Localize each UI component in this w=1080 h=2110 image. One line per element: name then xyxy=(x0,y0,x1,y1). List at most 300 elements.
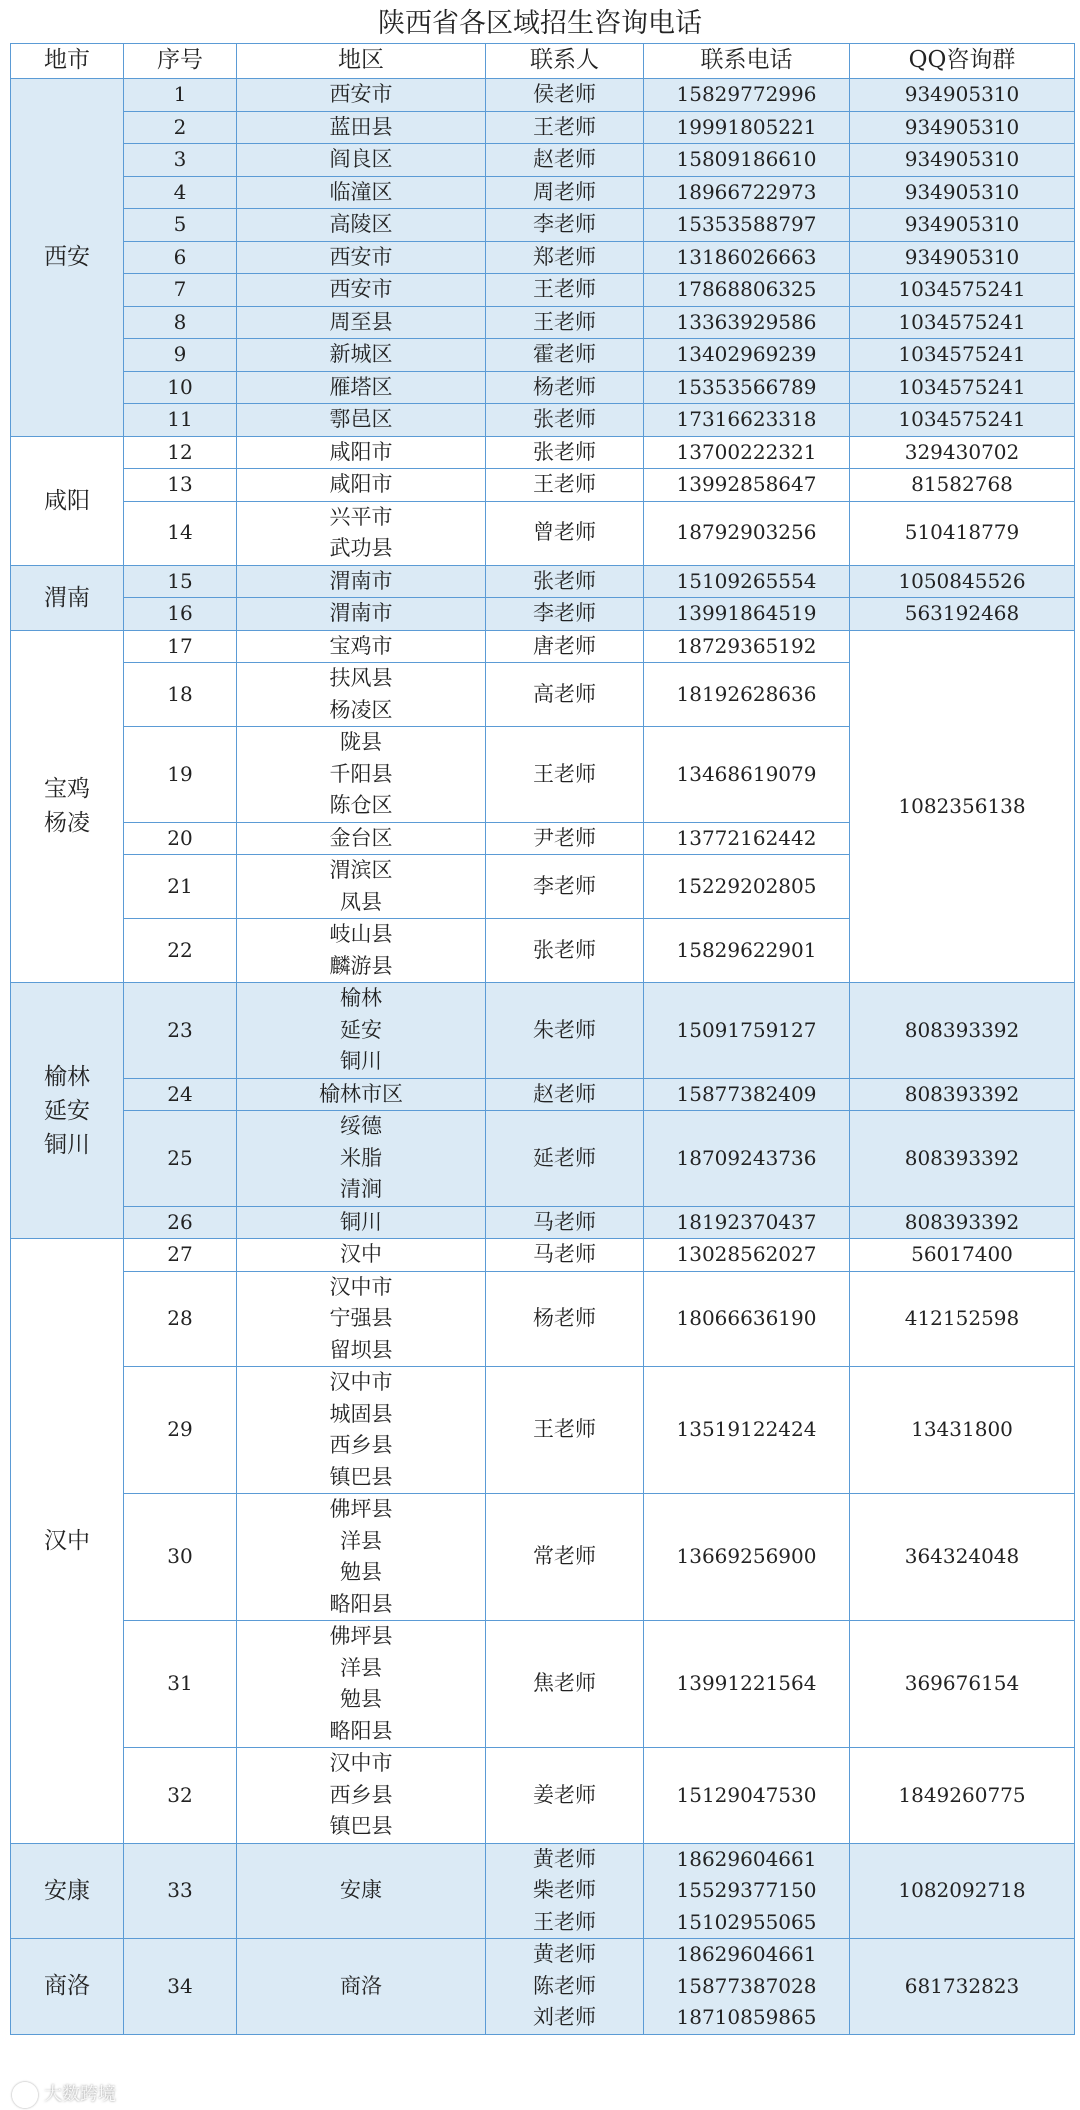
area-name: 周至县 xyxy=(329,309,393,334)
city-name: 铜川 xyxy=(44,1131,90,1158)
phone-cell xyxy=(644,1748,850,1844)
area-cell xyxy=(237,727,486,823)
row-number: 31 xyxy=(124,1621,237,1748)
area-name: 扶风县 xyxy=(329,666,393,690)
qq-cell: 934905310 xyxy=(850,79,1075,112)
phone-number: 15877387028 xyxy=(676,1973,817,1998)
row-number: 25 xyxy=(124,1111,237,1207)
row-number: 30 xyxy=(124,1494,237,1621)
contact-name: 李老师 xyxy=(533,601,596,625)
contact-name: 高老师 xyxy=(533,681,596,706)
contact-name: 黄老师 xyxy=(533,1846,596,1871)
contact-cell xyxy=(486,663,644,727)
contact-name: 陈老师 xyxy=(533,1973,596,1998)
area-cell xyxy=(237,241,486,274)
area-name: 汉中市 xyxy=(329,1274,393,1299)
contact-cell xyxy=(486,983,644,1079)
area-name: 略阳县 xyxy=(329,1718,393,1743)
table-row xyxy=(11,404,1075,437)
row-number: 7 xyxy=(124,274,237,307)
contact-cell xyxy=(486,598,644,631)
phone-number: 15829772996 xyxy=(676,82,817,106)
phone-number: 13991864519 xyxy=(676,601,817,625)
area-name: 汉中市 xyxy=(329,1370,393,1394)
area-name: 镇巴县 xyxy=(329,1464,393,1489)
table-row xyxy=(11,79,1075,112)
contact-name: 王老师 xyxy=(533,309,596,334)
contact-cell xyxy=(486,1271,644,1367)
qq-cell: 934905310 xyxy=(850,111,1075,144)
area-cell xyxy=(237,1239,486,1272)
phone-number: 18966722973 xyxy=(676,179,817,204)
table-row xyxy=(11,274,1075,307)
phone-cell xyxy=(644,565,850,598)
area-cell xyxy=(237,436,486,469)
table-row xyxy=(11,983,1075,1079)
area-name: 金台区 xyxy=(329,825,393,850)
phone-number: 18709243736 xyxy=(676,1145,817,1170)
contact-name: 曾老师 xyxy=(533,520,596,545)
phone-number: 15129047530 xyxy=(676,1782,817,1807)
row-number: 5 xyxy=(124,209,237,242)
area-name: 渭滨区 xyxy=(329,858,393,882)
area-cell xyxy=(237,565,486,598)
area-name: 凤县 xyxy=(340,889,382,914)
area-name: 安康 xyxy=(340,1878,382,1902)
area-cell xyxy=(237,144,486,177)
qq-cell: 563192468 xyxy=(850,598,1075,631)
area-name: 西安市 xyxy=(329,82,393,106)
area-name: 留坝县 xyxy=(329,1337,393,1362)
contact-name: 姜老师 xyxy=(533,1782,596,1807)
area-name: 洋县 xyxy=(340,1528,382,1553)
contact-cell xyxy=(486,274,644,307)
phone-cell xyxy=(644,404,850,437)
header-no: 序号 xyxy=(124,44,237,79)
qq-cell: 1034575241 xyxy=(850,371,1075,404)
phone-number: 13991221564 xyxy=(676,1671,817,1696)
area-cell xyxy=(237,111,486,144)
phone-number: 13519122424 xyxy=(676,1417,817,1442)
table-row xyxy=(11,501,1075,565)
qq-cell: 934905310 xyxy=(850,241,1075,274)
city-cell xyxy=(11,983,124,1239)
area-cell xyxy=(237,983,486,1079)
contact-cell xyxy=(486,727,644,823)
contact-name: 王老师 xyxy=(533,1417,596,1442)
watermark-text: 大数跨境 xyxy=(44,2084,116,2105)
row-number: 18 xyxy=(124,663,237,727)
area-name: 汉中 xyxy=(340,1242,382,1266)
area-name: 阎良区 xyxy=(329,147,393,171)
header-phone: 联系电话 xyxy=(644,44,850,79)
table-row xyxy=(11,469,1075,502)
row-number: 12 xyxy=(124,436,237,469)
area-cell xyxy=(237,404,486,437)
qq-cell: 1050845526 xyxy=(850,565,1075,598)
row-number: 27 xyxy=(124,1239,237,1272)
area-name: 商洛 xyxy=(340,1973,382,1998)
row-number: 19 xyxy=(124,727,237,823)
phone-cell xyxy=(644,501,850,565)
row-number: 3 xyxy=(124,144,237,177)
area-cell xyxy=(237,822,486,855)
phone-cell xyxy=(644,1206,850,1239)
row-number: 4 xyxy=(124,176,237,209)
area-cell xyxy=(237,663,486,727)
city-name: 咸阳 xyxy=(44,487,90,514)
row-number: 20 xyxy=(124,822,237,855)
table-row xyxy=(11,1494,1075,1621)
area-name: 榆林市区 xyxy=(319,1081,403,1106)
header-row xyxy=(11,44,1075,79)
city-cell xyxy=(11,79,124,437)
area-name: 千阳县 xyxy=(329,761,393,786)
area-cell xyxy=(237,1367,486,1494)
phone-number: 13363929586 xyxy=(676,309,817,334)
row-number: 33 xyxy=(124,1843,237,1939)
contact-name: 王老师 xyxy=(533,277,596,301)
area-name: 雁塔区 xyxy=(329,374,393,399)
contact-cell xyxy=(486,339,644,372)
table-row xyxy=(11,1271,1075,1367)
phone-cell xyxy=(644,1621,850,1748)
contact-table xyxy=(10,43,1075,2035)
qq-cell: 56017400 xyxy=(850,1239,1075,1272)
phone-number: 13700222321 xyxy=(676,439,817,464)
area-name: 铜川 xyxy=(340,1209,382,1234)
phone-number: 13772162442 xyxy=(676,825,817,850)
phone-cell xyxy=(644,1843,850,1939)
table-row xyxy=(11,1843,1075,1939)
area-name: 临潼区 xyxy=(329,179,393,204)
qq-cell: 1034575241 xyxy=(850,339,1075,372)
contact-name: 霍老师 xyxy=(533,342,596,366)
contact-name: 常老师 xyxy=(533,1544,596,1569)
contact-cell xyxy=(486,1748,644,1844)
city-cell xyxy=(11,1239,124,1844)
qq-cell: 934905310 xyxy=(850,209,1075,242)
table-row xyxy=(11,306,1075,339)
area-name: 勉县 xyxy=(340,1560,382,1584)
phone-number: 13186026663 xyxy=(676,244,817,269)
contact-name: 刘老师 xyxy=(533,2005,596,2029)
area-name: 略阳县 xyxy=(329,1591,393,1616)
table-row xyxy=(11,1206,1075,1239)
phone-cell xyxy=(644,1078,850,1111)
area-cell xyxy=(237,1843,486,1939)
phone-number: 13468619079 xyxy=(676,761,817,786)
phone-cell xyxy=(644,79,850,112)
phone-number: 18192370437 xyxy=(676,1209,817,1234)
area-cell xyxy=(237,1111,486,1207)
row-number: 24 xyxy=(124,1078,237,1111)
area-name: 镇巴县 xyxy=(329,1814,393,1838)
qq-cell: 808393392 xyxy=(850,1206,1075,1239)
contact-cell xyxy=(486,1111,644,1207)
area-cell xyxy=(237,1206,486,1239)
contact-name: 黄老师 xyxy=(533,1942,596,1966)
phone-number: 15229202805 xyxy=(676,873,817,898)
area-name: 西乡县 xyxy=(329,1782,393,1807)
qq-cell: 808393392 xyxy=(850,983,1075,1079)
phone-cell xyxy=(644,144,850,177)
contact-cell xyxy=(486,1939,644,2035)
contact-cell xyxy=(486,822,644,855)
phone-number: 15809186610 xyxy=(676,147,817,171)
phone-number: 18729365192 xyxy=(676,633,817,658)
area-name: 西安市 xyxy=(329,277,393,301)
area-name: 铜川 xyxy=(340,1049,382,1073)
watermark-logo-icon xyxy=(12,2082,38,2108)
city-cell xyxy=(11,1939,124,2035)
phone-cell xyxy=(644,176,850,209)
row-number: 11 xyxy=(124,404,237,437)
row-number: 2 xyxy=(124,111,237,144)
qq-cell: 510418779 xyxy=(850,501,1075,565)
contact-cell xyxy=(486,111,644,144)
qq-cell: 1034575241 xyxy=(850,274,1075,307)
phone-number: 13402969239 xyxy=(676,342,817,366)
phone-number: 18629604661 xyxy=(676,1942,817,1966)
qq-cell: 81582768 xyxy=(850,469,1075,502)
header-city: 地市 xyxy=(11,44,124,79)
contact-cell xyxy=(486,630,644,663)
area-name: 咸阳市 xyxy=(329,439,393,464)
table-row xyxy=(11,1621,1075,1748)
table-row xyxy=(11,565,1075,598)
area-cell xyxy=(237,176,486,209)
area-name: 渭南市 xyxy=(329,601,393,625)
row-number: 28 xyxy=(124,1271,237,1367)
phone-cell xyxy=(644,1939,850,2035)
row-number: 23 xyxy=(124,983,237,1079)
area-name: 鄠邑区 xyxy=(329,407,393,431)
header-area: 地区 xyxy=(237,44,486,79)
contact-name: 朱老师 xyxy=(533,1017,596,1042)
phone-cell xyxy=(644,663,850,727)
area-name: 勉县 xyxy=(340,1687,382,1711)
phone-number: 18629604661 xyxy=(676,1846,817,1871)
city-name: 杨凌 xyxy=(44,810,90,837)
contact-name: 唐老师 xyxy=(533,633,596,658)
row-number: 21 xyxy=(124,855,237,919)
contact-name: 赵老师 xyxy=(533,147,596,171)
table-row xyxy=(11,144,1075,177)
contact-cell xyxy=(486,1206,644,1239)
contact-name: 尹老师 xyxy=(533,825,596,850)
area-name: 陈仓区 xyxy=(329,793,393,817)
contact-name: 马老师 xyxy=(533,1242,596,1266)
contact-cell xyxy=(486,501,644,565)
phone-cell xyxy=(644,209,850,242)
contact-cell xyxy=(486,1843,644,1939)
qq-cell: 364324048 xyxy=(850,1494,1075,1621)
area-name: 岐山县 xyxy=(329,922,393,946)
phone-cell xyxy=(644,822,850,855)
area-name: 延安 xyxy=(340,1017,382,1042)
contact-name: 王老师 xyxy=(533,472,596,496)
contact-name: 李老师 xyxy=(533,873,596,898)
area-cell xyxy=(237,1271,486,1367)
header-qq: QQ咨询群 xyxy=(850,44,1075,79)
area-name: 武功县 xyxy=(329,536,393,560)
area-cell xyxy=(237,1494,486,1621)
area-cell xyxy=(237,469,486,502)
phone-number: 15829622901 xyxy=(676,937,817,962)
phone-cell xyxy=(644,855,850,919)
area-cell xyxy=(237,79,486,112)
city-cell xyxy=(11,630,124,983)
row-number: 26 xyxy=(124,1206,237,1239)
area-name: 宁强县 xyxy=(329,1306,393,1330)
qq-cell: 369676154 xyxy=(850,1621,1075,1748)
table-row xyxy=(11,1078,1075,1111)
area-name: 绥德 xyxy=(340,1114,382,1138)
contact-name: 延老师 xyxy=(533,1145,596,1170)
phone-cell xyxy=(644,371,850,404)
qq-cell: 412152598 xyxy=(850,1271,1075,1367)
table-row xyxy=(11,436,1075,469)
area-name: 杨凌区 xyxy=(329,697,393,722)
phone-number: 13028562027 xyxy=(676,1242,817,1266)
contact-name: 杨老师 xyxy=(533,1306,596,1330)
qq-cell: 681732823 xyxy=(850,1939,1075,2035)
phone-number: 15529377150 xyxy=(676,1878,817,1902)
qq-cell: 1034575241 xyxy=(850,306,1075,339)
qq-cell: 1082092718 xyxy=(850,1843,1075,1939)
table-row xyxy=(11,371,1075,404)
area-name: 洋县 xyxy=(340,1655,382,1680)
phone-cell xyxy=(644,274,850,307)
contact-cell xyxy=(486,1078,644,1111)
phone-cell xyxy=(644,1494,850,1621)
area-cell xyxy=(237,306,486,339)
area-cell xyxy=(237,1621,486,1748)
table-row xyxy=(11,1111,1075,1207)
area-name: 佛坪县 xyxy=(329,1497,393,1521)
area-cell xyxy=(237,274,486,307)
row-number: 14 xyxy=(124,501,237,565)
area-name: 陇县 xyxy=(340,730,382,754)
table-row xyxy=(11,209,1075,242)
contact-name: 张老师 xyxy=(533,568,596,593)
area-cell xyxy=(237,501,486,565)
contact-cell xyxy=(486,144,644,177)
phone-number: 18066636190 xyxy=(676,1306,817,1330)
phone-number: 15353588797 xyxy=(676,212,817,236)
contact-name: 焦老师 xyxy=(533,1671,596,1696)
phone-number: 15353566789 xyxy=(676,374,817,399)
table-row xyxy=(11,630,1075,663)
table-row xyxy=(11,339,1075,372)
city-name: 汉中 xyxy=(44,1527,90,1554)
contact-cell xyxy=(486,1239,644,1272)
phone-cell xyxy=(644,111,850,144)
phone-number: 15091759127 xyxy=(676,1017,817,1042)
row-number: 29 xyxy=(124,1367,237,1494)
contact-name: 柴老师 xyxy=(533,1878,596,1902)
area-cell xyxy=(237,371,486,404)
row-number: 6 xyxy=(124,241,237,274)
phone-cell xyxy=(644,1111,850,1207)
contact-name: 王老师 xyxy=(533,761,596,786)
city-name: 安康 xyxy=(44,1877,90,1904)
area-name: 宝鸡市 xyxy=(329,633,393,658)
qq-cell: 329430702 xyxy=(850,436,1075,469)
area-name: 咸阳市 xyxy=(329,472,393,496)
qq-cell: 808393392 xyxy=(850,1111,1075,1207)
phone-number: 19991805221 xyxy=(676,114,817,139)
area-cell xyxy=(237,855,486,919)
phone-number: 13992858647 xyxy=(676,472,817,496)
area-name: 兴平市 xyxy=(329,504,393,529)
table-row xyxy=(11,1748,1075,1844)
phone-number: 15102955065 xyxy=(676,1909,817,1934)
contact-name: 赵老师 xyxy=(533,1081,596,1106)
contact-cell xyxy=(486,436,644,469)
table-row xyxy=(11,176,1075,209)
area-cell xyxy=(237,209,486,242)
phone-cell xyxy=(644,436,850,469)
phone-number: 13669256900 xyxy=(676,1544,817,1569)
qq-cell: 934905310 xyxy=(850,176,1075,209)
phone-number: 15877382409 xyxy=(676,1081,817,1106)
table-row xyxy=(11,1367,1075,1494)
phone-number: 15109265554 xyxy=(676,568,817,593)
qq-cell: 934905310 xyxy=(850,144,1075,177)
phone-number: 17868806325 xyxy=(676,277,817,301)
city-name: 榆林 xyxy=(44,1063,90,1090)
area-cell xyxy=(237,598,486,631)
phone-cell xyxy=(644,469,850,502)
area-name: 新城区 xyxy=(329,342,393,366)
area-name: 西乡县 xyxy=(329,1433,393,1457)
contact-name: 周老师 xyxy=(533,179,596,204)
city-cell xyxy=(11,565,124,630)
area-cell xyxy=(237,1078,486,1111)
table-row xyxy=(11,598,1075,631)
phone-cell xyxy=(644,339,850,372)
area-cell xyxy=(237,1939,486,2035)
table-body xyxy=(11,79,1075,2035)
row-number: 15 xyxy=(124,565,237,598)
area-name: 米脂 xyxy=(340,1145,382,1170)
phone-cell xyxy=(644,241,850,274)
contact-name: 侯老师 xyxy=(533,82,596,106)
contact-cell xyxy=(486,1494,644,1621)
table-row xyxy=(11,1939,1075,2035)
row-number: 22 xyxy=(124,919,237,983)
contact-name: 王老师 xyxy=(533,114,596,139)
qq-cell: 1082356138 xyxy=(850,630,1075,983)
area-cell xyxy=(237,1748,486,1844)
phone-number: 18192628636 xyxy=(676,681,817,706)
area-cell xyxy=(237,339,486,372)
area-name: 汉中市 xyxy=(329,1751,393,1775)
header-contact: 联系人 xyxy=(486,44,644,79)
area-cell xyxy=(237,630,486,663)
contact-name: 马老师 xyxy=(533,1209,596,1234)
phone-cell xyxy=(644,1367,850,1494)
phone-cell xyxy=(644,983,850,1079)
table-row xyxy=(11,1239,1075,1272)
contact-name: 李老师 xyxy=(533,212,596,236)
phone-number: 18710859865 xyxy=(676,2005,817,2029)
row-number: 13 xyxy=(124,469,237,502)
city-cell xyxy=(11,436,124,565)
area-name: 蓝田县 xyxy=(329,114,393,139)
